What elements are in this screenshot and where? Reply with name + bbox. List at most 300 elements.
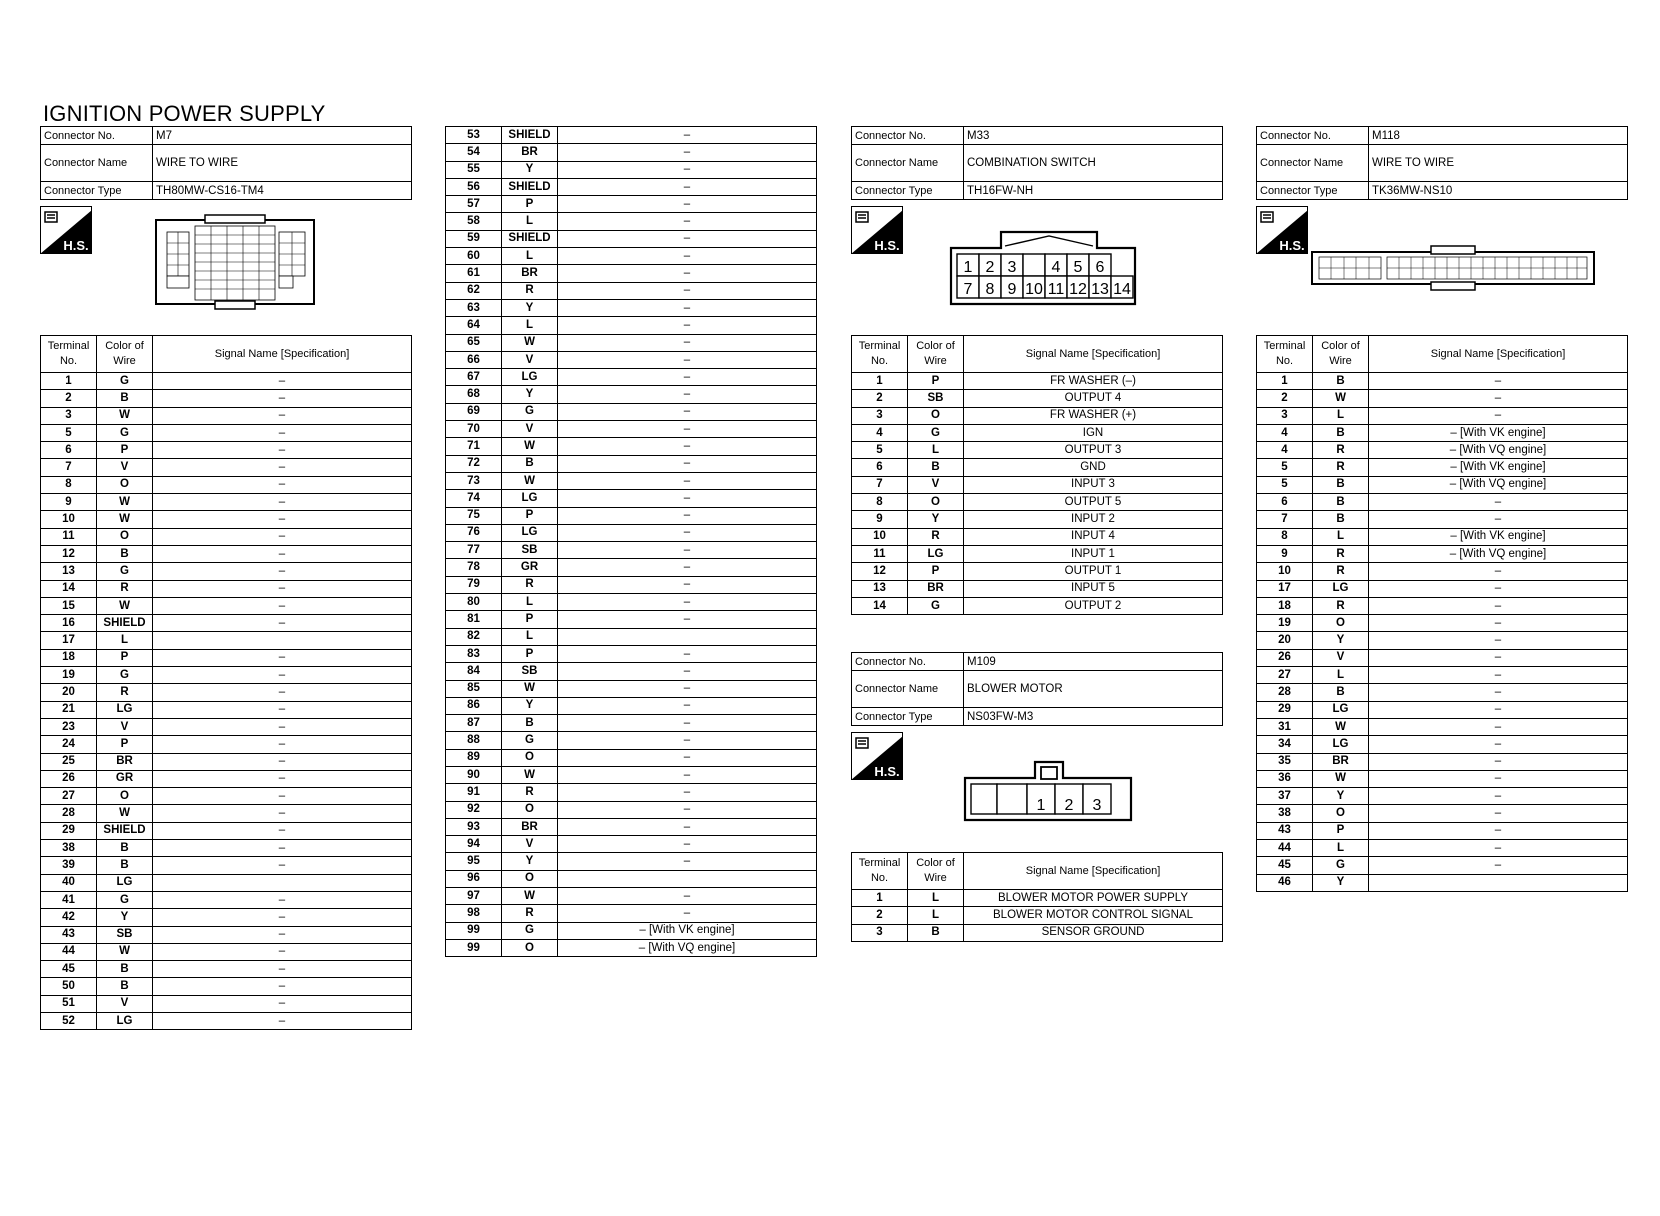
color-of-wire-cell: Y [502,386,558,403]
terminal-no-cell: 64 [446,317,502,334]
terminal-no-cell: 45 [1257,857,1313,874]
color-of-wire-cell: B [1313,373,1369,390]
color-of-wire-cell: R [1313,597,1369,614]
table-row [446,853,817,870]
table-row [41,857,412,874]
signal-name-cell: – [153,926,412,943]
terminal-no-cell: 16 [41,615,97,632]
table-row [41,390,412,407]
color-of-wire-cell: B [502,715,558,732]
connector-type-value: NS03FW-M3 [964,708,1223,726]
terminal-no-cell: 11 [852,545,908,562]
table-row [1257,459,1628,476]
signal-name-cell: – [153,494,412,511]
table-row [446,438,817,455]
color-of-wire-cell: B [1313,424,1369,441]
signal-name-cell: – [153,563,412,580]
terminal-no-cell: 4 [852,424,908,441]
color-of-wire-cell: SB [908,390,964,407]
terminal-no-cell: 2 [41,390,97,407]
signal-name-cell: – [558,282,817,299]
terminal-no-cell: 44 [41,943,97,960]
connector-m109-terminal-table [851,852,1223,942]
signal-name-cell: – [558,905,817,922]
signal-name-cell: INPUT 1 [964,545,1223,562]
table-row [41,667,412,684]
color-of-wire-cell: L [97,632,153,649]
table-row [1257,494,1628,511]
color-of-wire-cell: R [1313,545,1369,562]
signal-name-cell: – [558,853,817,870]
signal-name-cell: – [558,732,817,749]
table-row [41,424,412,441]
signal-name-cell: FR WASHER (–) [964,373,1223,390]
color-of-wire-cell: W [97,494,153,511]
signal-name-header: Signal Name [Specification] [964,853,1223,890]
terminal-no-cell: 87 [446,715,502,732]
terminal-no-cell: 56 [446,178,502,195]
terminal-no-cell: 39 [41,857,97,874]
signal-name-cell: INPUT 4 [964,528,1223,545]
color-of-wire-cell: G [908,597,964,614]
signal-name-cell: – [1369,770,1628,787]
table-row [1257,528,1628,545]
color-of-wire-cell: W [97,407,153,424]
connector-no-value: M7 [153,127,412,145]
table-row [1257,563,1628,580]
table-row [852,545,1223,562]
table-row [446,836,817,853]
terminal-no-cell: 80 [446,594,502,611]
terminal-no-cell: 17 [1257,580,1313,597]
table-row [1257,442,1628,459]
table-row [852,890,1223,907]
table-row [41,805,412,822]
connector-m109-header [851,652,1223,726]
signal-name-cell: – [1369,701,1628,718]
signal-name-cell: – [153,390,412,407]
color-of-wire-cell: V [502,351,558,368]
terminal-no-cell: 69 [446,403,502,420]
pin-number: 10 [1025,281,1043,298]
signal-name-cell: – [558,455,817,472]
color-of-wire-cell: P [908,373,964,390]
connector-m118-diagram [1256,200,1628,335]
signal-name-cell: OUTPUT 1 [964,563,1223,580]
signal-name-cell [1369,874,1628,891]
table-row [446,663,817,680]
table-row [446,351,817,368]
terminal-no-cell: 1 [1257,373,1313,390]
terminal-no-cell: 41 [41,891,97,908]
terminal-no-cell: 46 [1257,874,1313,891]
table-row [1257,753,1628,770]
signal-name-cell: INPUT 2 [964,511,1223,528]
color-of-wire-cell: W [502,766,558,783]
color-of-wire-cell: Y [1313,788,1369,805]
signal-name-cell: – [558,715,817,732]
terminal-no-cell: 96 [446,870,502,887]
color-of-wire-cell: R [97,684,153,701]
color-of-wire-cell: B [97,390,153,407]
signal-name-cell: – [153,407,412,424]
terminal-no-cell: 6 [1257,494,1313,511]
color-of-wire-cell: O [502,801,558,818]
connector-name-label: Connector Name [1257,145,1369,182]
color-of-wire-cell: B [908,459,964,476]
color-of-wire-cell: B [97,840,153,857]
terminal-no-cell: 86 [446,697,502,714]
signal-name-cell: – [1369,718,1628,735]
signal-name-cell: – [558,403,817,420]
table-row [446,265,817,282]
hs-label: H.S. [874,764,900,779]
terminal-no-cell: 99 [446,939,502,956]
color-of-wire-cell: Y [1313,874,1369,891]
signal-name-cell: – [1369,563,1628,580]
table-row [852,407,1223,424]
harness-side-icon [40,206,92,254]
color-of-wire-cell: P [502,507,558,524]
signal-name-cell: – [558,351,817,368]
signal-name-cell: – [153,615,412,632]
color-of-wire-cell: R [502,784,558,801]
table-row [446,386,817,403]
terminal-no-cell: 20 [1257,632,1313,649]
table-row [1257,511,1628,528]
color-of-wire-cell: W [1313,770,1369,787]
signal-name-cell: – [153,424,412,441]
table-row [446,507,817,524]
harness-side-icon [851,732,903,780]
color-of-wire-cell: R [1313,563,1369,580]
terminal-no-cell: 81 [446,611,502,628]
connector-m33-panel [851,126,1223,615]
terminal-no-cell: 2 [852,907,908,924]
color-of-wire-cell: LG [908,545,964,562]
terminal-no-cell: 51 [41,995,97,1012]
table-row [446,161,817,178]
color-of-wire-cell: SB [502,663,558,680]
terminal-no-cell: 7 [1257,511,1313,528]
color-of-wire-cell: Y [502,299,558,316]
pin-number: 8 [985,281,995,298]
signal-name-cell: – [558,559,817,576]
color-of-wire-cell: R [97,580,153,597]
connector-m7-terminal-table-b [445,126,817,957]
terminal-no-cell: 57 [446,196,502,213]
terminal-no-cell: 27 [1257,667,1313,684]
table-row [1257,684,1628,701]
signal-name-cell: – [558,421,817,438]
color-of-wire-cell: L [502,317,558,334]
table-row [41,545,412,562]
color-of-wire-cell: W [502,334,558,351]
terminal-no-cell: 18 [1257,597,1313,614]
table-row [41,407,412,424]
table-row [41,840,412,857]
signal-name-cell: – [558,507,817,524]
color-of-wire-cell: O [908,494,964,511]
color-of-wire-cell: V [502,836,558,853]
connector-no-label: Connector No. [852,653,964,671]
table-row [446,334,817,351]
signal-name-cell: BLOWER MOTOR CONTROL SIGNAL [964,907,1223,924]
terminal-no-cell: 73 [446,472,502,489]
table-row [41,597,412,614]
color-of-wire-cell: P [97,736,153,753]
terminal-no-cell: 14 [852,597,908,614]
pin-number: 1 [1036,797,1046,814]
color-of-wire-cell: LG [1313,736,1369,753]
signal-name-cell: – [153,528,412,545]
table-row [852,924,1223,941]
terminal-no-cell: 65 [446,334,502,351]
signal-name-cell: – [153,580,412,597]
table-row [446,870,817,887]
terminal-no-cell: 60 [446,248,502,265]
color-of-wire-cell: W [1313,718,1369,735]
terminal-no-cell: 9 [1257,545,1313,562]
table-row [446,645,817,662]
signal-name-cell: – [153,649,412,666]
color-of-wire-cell: W [502,438,558,455]
pin-number: 4 [1051,259,1061,276]
color-of-wire-cell: BR [502,265,558,282]
connector-m118-header [1256,126,1628,200]
terminal-no-cell: 6 [852,459,908,476]
table-row [446,594,817,611]
terminal-no-cell: 58 [446,213,502,230]
signal-name-header: Signal Name [Specification] [964,336,1223,373]
terminal-no-cell: 59 [446,230,502,247]
signal-name-cell: – [558,334,817,351]
signal-name-cell: – [1369,632,1628,649]
signal-name-cell: – [153,770,412,787]
table-row [852,580,1223,597]
terminal-no-cell: 54 [446,144,502,161]
table-row [41,649,412,666]
terminal-no-cell: 1 [41,373,97,390]
terminal-no-cell: 99 [446,922,502,939]
terminal-no-cell: 21 [41,701,97,718]
table-row [446,628,817,645]
terminal-no-cell: 28 [1257,684,1313,701]
table-row [446,766,817,783]
table-row [852,424,1223,441]
hs-label: H.S. [874,238,900,253]
table-row [852,459,1223,476]
table-row [446,576,817,593]
terminal-no-cell: 93 [446,818,502,835]
terminal-no-cell: 44 [1257,840,1313,857]
terminal-no-cell: 3 [852,407,908,424]
pin-number: 14 [1113,281,1131,298]
terminal-no-cell: 94 [446,836,502,853]
terminal-no-cell: 35 [1257,753,1313,770]
connector-type-label: Connector Type [852,708,964,726]
signal-name-cell: – [558,680,817,697]
terminal-no-cell: 83 [446,645,502,662]
connector-m118-terminal-table [1256,335,1628,892]
color-of-wire-header: Color of Wire [908,853,964,890]
connector-m33-face-icon [949,228,1149,314]
signal-name-cell: – [558,386,817,403]
table-row [1257,736,1628,753]
harness-side-icon [1256,206,1308,254]
table-row [446,299,817,316]
table-row [446,542,817,559]
signal-name-cell: – [558,784,817,801]
terminal-no-cell: 3 [41,407,97,424]
signal-name-cell: – [1369,597,1628,614]
signal-name-cell: – [1369,736,1628,753]
signal-name-cell: – [558,248,817,265]
terminal-no-cell: 29 [41,822,97,839]
color-of-wire-cell: O [502,939,558,956]
color-of-wire-cell: BR [97,753,153,770]
color-of-wire-cell: SHIELD [97,822,153,839]
terminal-no-header: Terminal No. [41,336,97,373]
table-row [852,494,1223,511]
terminal-no-cell: 45 [41,961,97,978]
signal-name-header: Signal Name [Specification] [153,336,412,373]
terminal-no-cell: 2 [1257,390,1313,407]
signal-name-cell: – [With VK engine] [558,922,817,939]
color-of-wire-cell: LG [502,490,558,507]
signal-name-header: Signal Name [Specification] [1369,336,1628,373]
pin-number: 3 [1092,797,1102,814]
terminal-no-cell: 79 [446,576,502,593]
signal-name-cell: – [558,178,817,195]
terminal-no-cell: 14 [41,580,97,597]
connector-m7-continued-panel [445,126,817,957]
terminal-no-cell: 53 [446,127,502,144]
color-of-wire-cell: Y [908,511,964,528]
color-of-wire-cell: O [908,407,964,424]
color-of-wire-cell: O [97,476,153,493]
table-row [1257,407,1628,424]
terminal-no-cell: 24 [41,736,97,753]
table-row [1257,615,1628,632]
signal-name-cell: – [With VQ engine] [1369,476,1628,493]
table-row [41,961,412,978]
color-of-wire-cell: R [1313,442,1369,459]
pin-number: 13 [1091,281,1109,298]
table-row [446,455,817,472]
terminal-no-cell: 5 [41,424,97,441]
signal-name-cell: – [558,524,817,541]
signal-name-cell: – [153,459,412,476]
color-of-wire-cell: L [502,628,558,645]
table-row [41,373,412,390]
signal-name-cell: IGN [964,424,1223,441]
table-row [1257,373,1628,390]
signal-name-cell: – [1369,580,1628,597]
table-row [41,995,412,1012]
signal-name-cell: – [558,611,817,628]
table-row [446,732,817,749]
signal-name-cell: – [558,888,817,905]
color-of-wire-cell: BR [908,580,964,597]
table-row [446,524,817,541]
table-row [41,788,412,805]
color-of-wire-cell: P [502,611,558,628]
color-of-wire-cell: L [908,442,964,459]
terminal-no-cell: 40 [41,874,97,891]
terminal-no-cell: 10 [852,528,908,545]
terminal-no-cell: 76 [446,524,502,541]
terminal-no-cell: 66 [446,351,502,368]
signal-name-cell: OUTPUT 3 [964,442,1223,459]
terminal-no-cell: 3 [852,924,908,941]
signal-name-cell: – [558,594,817,611]
connector-name-value: WIRE TO WIRE [153,145,412,182]
table-row [446,472,817,489]
signal-name-cell: – [With VQ engine] [558,939,817,956]
connector-type-label: Connector Type [41,182,153,200]
terminal-no-cell: 89 [446,749,502,766]
table-row [1257,840,1628,857]
table-row [1257,632,1628,649]
connector-type-label: Connector Type [1257,182,1369,200]
color-of-wire-cell: L [502,594,558,611]
table-row [41,632,412,649]
table-row [1257,874,1628,891]
table-row [446,611,817,628]
table-row [41,511,412,528]
signal-name-cell: – [558,576,817,593]
table-row [1257,476,1628,493]
connector-m7-header [40,126,412,200]
terminal-no-cell: 1 [852,373,908,390]
color-of-wire-cell: LG [97,1012,153,1029]
color-of-wire-cell: W [97,511,153,528]
table-row [446,697,817,714]
connector-m109-diagram [851,726,1223,852]
terminal-no-cell: 68 [446,386,502,403]
terminal-no-cell: 88 [446,732,502,749]
signal-name-cell: – [558,645,817,662]
signal-name-cell: – [153,840,412,857]
table-row [41,442,412,459]
terminal-no-cell: 12 [41,545,97,562]
signal-name-cell: – [558,801,817,818]
connector-name-value: BLOWER MOTOR [964,671,1223,708]
color-of-wire-cell: B [97,961,153,978]
color-of-wire-cell: LG [1313,701,1369,718]
connector-type-value: TH16FW-NH [964,182,1223,200]
terminal-no-cell: 19 [41,667,97,684]
connector-type-value: TK36MW-NS10 [1369,182,1628,200]
connector-no-label: Connector No. [852,127,964,145]
signal-name-cell: BLOWER MOTOR POWER SUPPLY [964,890,1223,907]
terminal-no-cell: 62 [446,282,502,299]
terminal-no-cell: 10 [41,511,97,528]
signal-name-cell: – [153,736,412,753]
signal-name-cell: – [558,265,817,282]
signal-name-cell: – [558,542,817,559]
signal-name-cell: – [153,891,412,908]
color-of-wire-cell: V [502,421,558,438]
pin-number: 7 [963,281,973,298]
signal-name-cell: – [558,490,817,507]
signal-name-cell: – [558,196,817,213]
signal-name-cell: – [153,909,412,926]
terminal-no-cell: 55 [446,161,502,178]
terminal-no-cell: 84 [446,663,502,680]
signal-name-cell: – [1369,649,1628,666]
